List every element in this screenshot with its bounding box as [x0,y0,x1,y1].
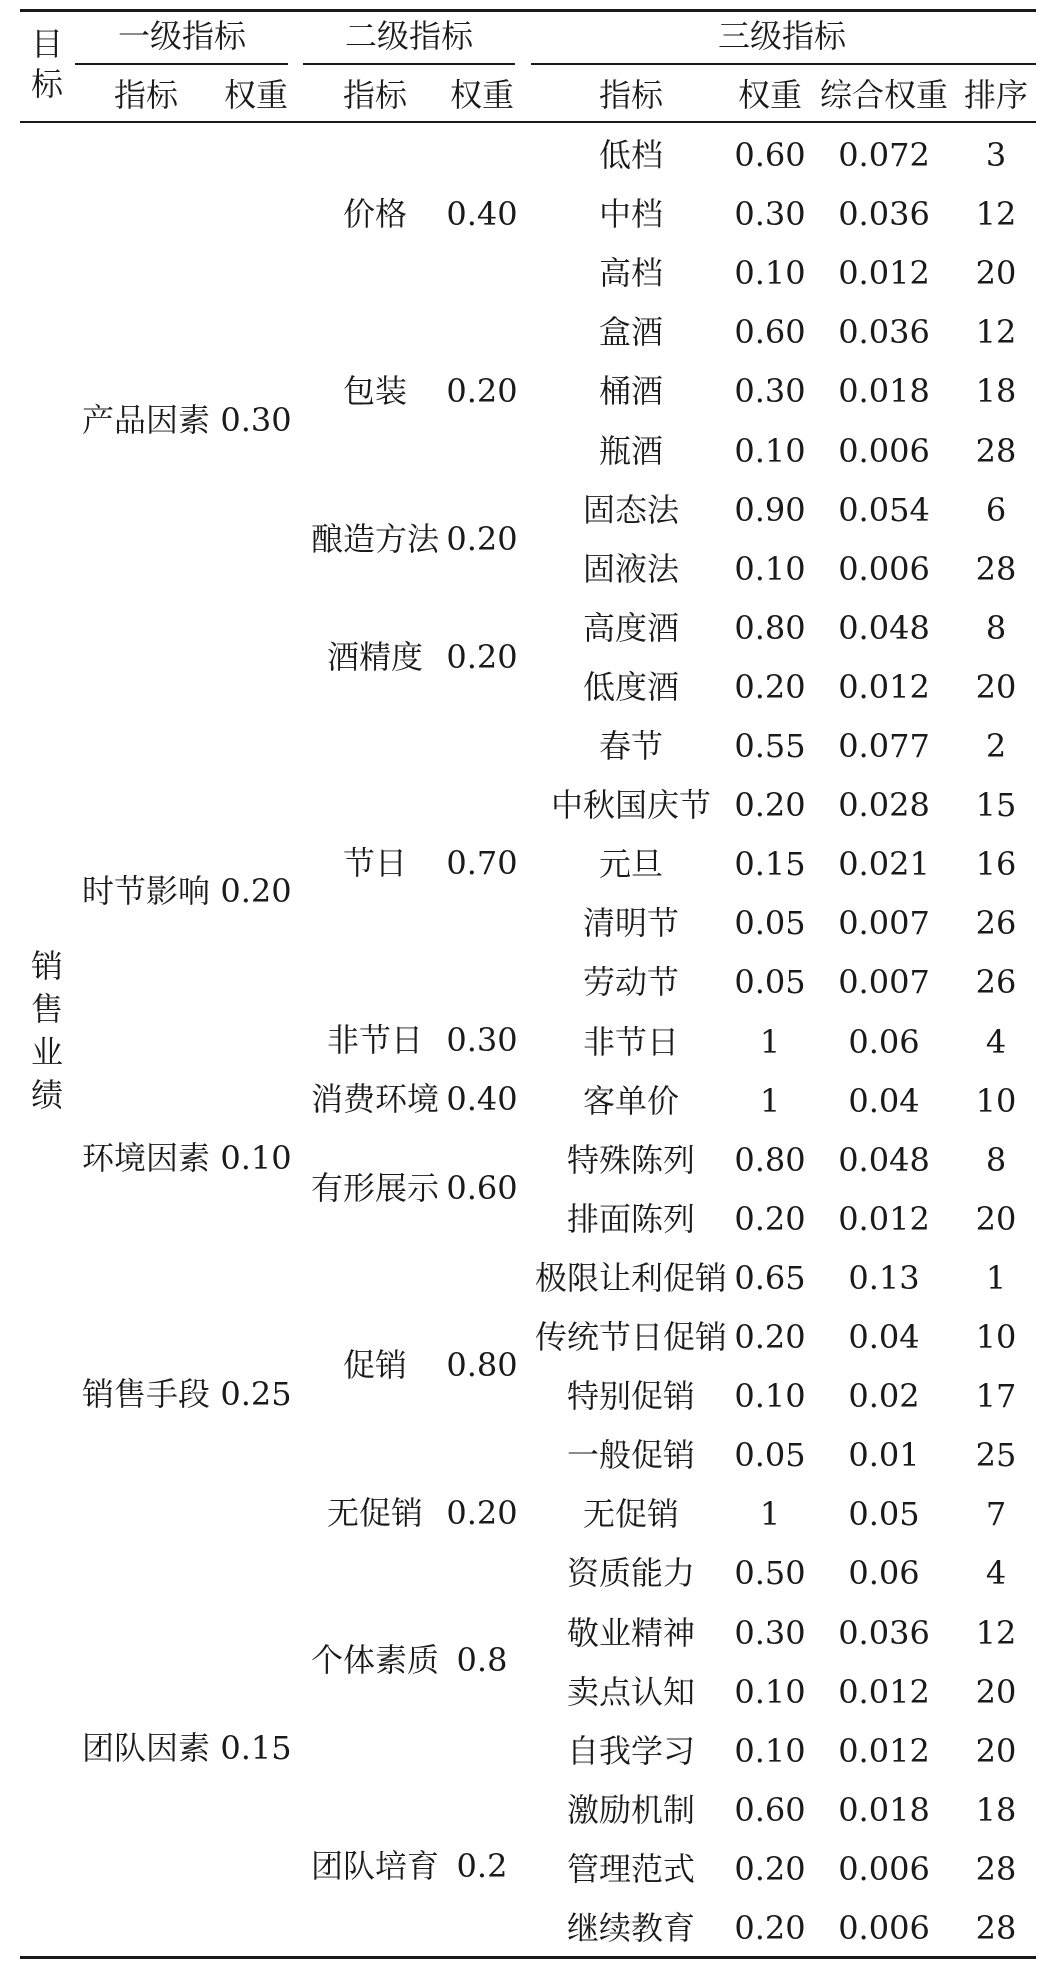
rank: 12 [975,313,1017,351]
combined-weight: 0.13 [848,1259,920,1297]
level3-name: 客单价 [582,1082,680,1120]
rank: 17 [975,1377,1017,1415]
level3-name: 低档 [598,136,664,174]
level3-weight: 0.60 [734,136,806,174]
level3-group-rule [531,63,1036,65]
level3-name: 元旦 [598,845,664,883]
level2-name: 无促销 [326,1494,424,1532]
level3-weight: 0.20 [734,1318,806,1356]
header-combined-weight: 综合权重 [819,76,949,114]
combined-weight: 0.012 [838,1200,930,1238]
combined-weight: 0.072 [838,136,930,174]
combined-weight: 0.006 [838,550,930,588]
level3-weight: 0.30 [734,1614,806,1652]
level3-name: 特别促销 [566,1377,696,1415]
combined-weight: 0.048 [838,1141,930,1179]
combined-weight: 0.077 [838,727,930,765]
header-level1: 一级指标 [117,17,247,55]
rank: 20 [975,1200,1017,1238]
combined-weight: 0.006 [838,432,930,470]
level3-name: 敬业精神 [566,1614,696,1652]
level2-name: 团队培育 [310,1847,440,1885]
level3-weight: 0.30 [734,195,806,233]
rank: 25 [975,1436,1017,1474]
combined-weight: 0.036 [838,1614,930,1652]
level2-name: 消费环境 [310,1080,440,1118]
level1-name: 时节影响 [81,872,211,910]
level2-name: 有形展示 [310,1169,440,1207]
header-level3: 三级指标 [717,17,847,55]
level3-name: 春节 [598,727,664,765]
level3-name: 非节日 [582,1023,680,1061]
level1-weight: 0.10 [220,1139,292,1177]
level1-weight: 0.20 [220,872,292,910]
combined-weight: 0.018 [838,1791,930,1829]
goal-label: 销售业绩 [30,947,63,1114]
level2-name: 个体素质 [310,1641,440,1679]
level2-name: 酿造方法 [310,520,440,558]
level3-name: 瓶酒 [598,432,664,470]
bottom-rule [20,1956,1036,1959]
level3-name: 资质能力 [566,1554,696,1592]
rank: 4 [985,1023,1007,1061]
level3-weight: 0.80 [734,609,806,647]
level3-name: 劳动节 [582,963,680,1001]
rank: 8 [985,1141,1007,1179]
combined-weight: 0.028 [838,786,930,824]
level1-weight: 0.25 [220,1375,292,1413]
level1-name: 产品因素 [81,401,211,439]
combined-weight: 0.05 [848,1495,920,1533]
rank: 20 [975,1732,1017,1770]
level3-weight: 0.10 [734,1673,806,1711]
level1-group-rule [75,63,288,65]
level2-group-rule [303,63,515,65]
level3-weight: 0.20 [734,1200,806,1238]
level3-weight: 0.20 [734,786,806,824]
level3-name: 盒酒 [598,313,664,351]
level3-weight: 0.80 [734,1141,806,1179]
rank: 28 [975,1909,1017,1947]
level2-name: 促销 [342,1346,408,1384]
rank: 28 [975,550,1017,588]
combined-weight: 0.04 [848,1318,920,1356]
combined-weight: 0.048 [838,609,930,647]
level2-weight: 0.70 [446,844,518,882]
level2-weight: 0.60 [446,1169,518,1207]
rank: 18 [975,372,1017,410]
header-l3-weight: 权重 [737,76,803,114]
level3-weight: 0.05 [734,1436,806,1474]
level3-name: 特殊陈列 [566,1141,696,1179]
combined-weight: 0.012 [838,668,930,706]
level3-name: 激励机制 [566,1791,696,1829]
level3-weight: 0.15 [734,845,806,883]
level1-name: 团队因素 [81,1729,211,1767]
level3-name: 管理范式 [566,1850,696,1888]
level3-weight: 0.10 [734,1377,806,1415]
combined-weight: 0.021 [838,845,930,883]
rank: 10 [975,1082,1017,1120]
rank: 3 [985,136,1007,174]
rank: 4 [985,1554,1007,1592]
level1-weight: 0.15 [220,1729,292,1767]
level2-weight: 0.20 [446,520,518,558]
level1-name: 环境因素 [81,1139,211,1177]
level3-weight: 1 [759,1023,781,1061]
level3-name: 桶酒 [598,372,664,410]
level3-weight: 0.20 [734,1909,806,1947]
rank: 12 [975,1614,1017,1652]
combined-weight: 0.006 [838,1850,930,1888]
header-bottom-rule [20,121,1036,123]
combined-weight: 0.018 [838,372,930,410]
level3-weight: 0.55 [734,727,806,765]
level2-weight: 0.20 [446,1494,518,1532]
combined-weight: 0.012 [838,1673,930,1711]
rank: 6 [985,491,1007,529]
header-goal: 目标 [30,25,63,103]
rank: 20 [975,668,1017,706]
level2-weight: 0.40 [446,1080,518,1118]
combined-weight: 0.054 [838,491,930,529]
level2-name: 包装 [342,372,408,410]
combined-weight: 0.01 [848,1436,920,1474]
rank: 1 [985,1259,1007,1297]
level3-name: 一般促销 [566,1436,696,1474]
combined-weight: 0.036 [838,195,930,233]
level3-name: 固态法 [582,491,680,529]
level3-name: 排面陈列 [566,1200,696,1238]
level2-name: 非节日 [326,1021,424,1059]
level1-weight: 0.30 [220,401,292,439]
level3-name: 卖点认知 [566,1673,696,1711]
level3-weight: 0.90 [734,491,806,529]
level2-weight: 0.20 [446,372,518,410]
level3-name: 自我学习 [566,1732,696,1770]
level2-name: 酒精度 [326,638,424,676]
header-rank: 排序 [963,76,1029,114]
level3-weight: 0.65 [734,1259,806,1297]
level3-weight: 0.50 [734,1554,806,1592]
combined-weight: 0.007 [838,904,930,942]
level3-name: 高档 [598,254,664,292]
level2-weight: 0.20 [446,638,518,676]
level3-weight: 0.30 [734,372,806,410]
level3-weight: 0.10 [734,550,806,588]
rank: 28 [975,1850,1017,1888]
level3-name: 高度酒 [582,609,680,647]
level2-weight: 0.2 [456,1847,508,1885]
header-l2-name: 指标 [342,76,408,114]
level3-weight: 0.10 [734,432,806,470]
combined-weight: 0.04 [848,1082,920,1120]
header-l1-weight: 权重 [223,76,289,114]
level2-name: 价格 [342,195,408,233]
combined-weight: 0.006 [838,1909,930,1947]
rank: 26 [975,904,1017,942]
level3-name: 中档 [598,195,664,233]
rank: 20 [975,254,1017,292]
level3-name: 中秋国庆节 [550,786,712,824]
level3-weight: 0.05 [734,904,806,942]
combined-weight: 0.007 [838,963,930,1001]
level3-weight: 0.10 [734,254,806,292]
rank: 8 [985,609,1007,647]
rank: 15 [975,786,1017,824]
rank: 12 [975,195,1017,233]
level3-name: 极限让利促销 [534,1259,728,1297]
level2-name: 节日 [342,844,408,882]
level2-weight: 0.80 [446,1346,518,1384]
level3-name: 清明节 [582,904,680,942]
level3-weight: 0.60 [734,1791,806,1829]
level3-name: 无促销 [582,1495,680,1533]
rank: 2 [985,727,1007,765]
combined-weight: 0.06 [848,1554,920,1592]
top-rule [20,9,1036,12]
rank: 10 [975,1318,1017,1356]
rank: 20 [975,1673,1017,1711]
level2-weight: 0.8 [456,1641,508,1679]
level1-name: 销售手段 [81,1375,211,1413]
level2-weight: 0.30 [446,1021,518,1059]
level3-name: 继续教育 [566,1909,696,1947]
combined-weight: 0.02 [848,1377,920,1415]
level3-weight: 0.60 [734,313,806,351]
level3-name: 低度酒 [582,668,680,706]
level2-weight: 0.40 [446,195,518,233]
level3-weight: 0.10 [734,1732,806,1770]
level3-name: 传统节日促销 [534,1318,728,1356]
header-l3-name: 指标 [598,76,664,114]
level3-weight: 0.20 [734,1850,806,1888]
header-l1-name: 指标 [113,76,179,114]
rank: 16 [975,845,1017,883]
rank: 26 [975,963,1017,1001]
level3-weight: 1 [759,1082,781,1120]
header-l2-weight: 权重 [449,76,515,114]
combined-weight: 0.012 [838,254,930,292]
header-level2: 二级指标 [344,17,474,55]
level3-name: 固液法 [582,550,680,588]
combined-weight: 0.036 [838,313,930,351]
level3-weight: 0.20 [734,668,806,706]
rank: 18 [975,1791,1017,1829]
level3-weight: 1 [759,1495,781,1533]
combined-weight: 0.06 [848,1023,920,1061]
combined-weight: 0.012 [838,1732,930,1770]
rank: 28 [975,432,1017,470]
level3-weight: 0.05 [734,963,806,1001]
rank: 7 [985,1495,1007,1533]
